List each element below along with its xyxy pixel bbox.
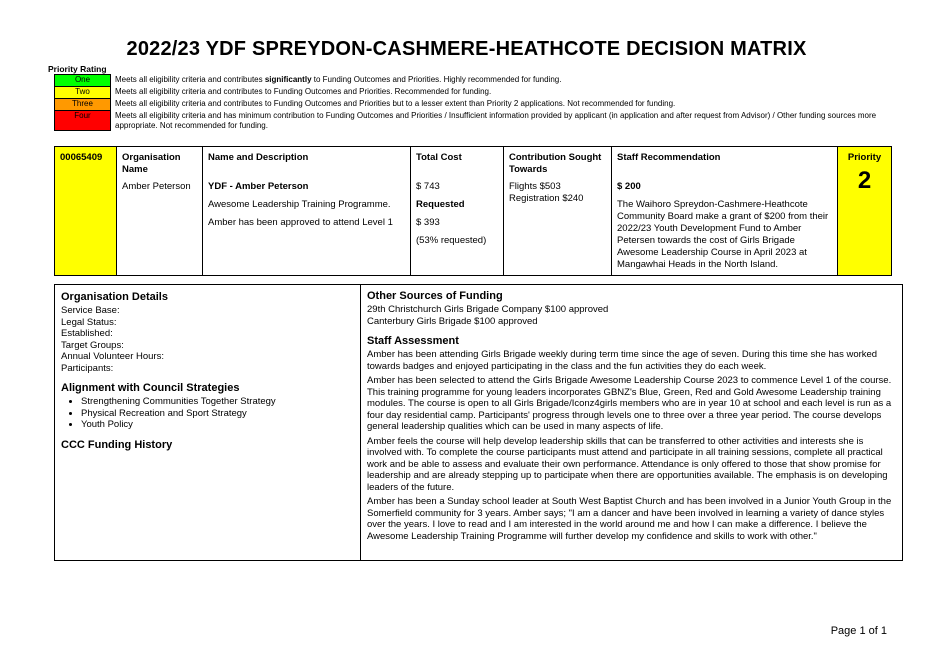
contribution-header: Contribution Sought Towards [509, 152, 602, 175]
priority-swatch-two: Two [55, 87, 111, 99]
other-sources-header: Other Sources of Funding [367, 290, 503, 302]
priority-rating-label: Priority Rating [48, 64, 107, 74]
assessment-paragraph-4: Amber has been a Sunday school leader at South West Baptist Church and has been involved in a Junior Youth Group in the Somerfield community for 3 years. Amber says; "I am a dancer and have been involved in learning a variety of dance styles over the years. I love to read and I am interested in the world around me and how I can make a difference. I believe the Awesome Leadership Training Programme will further develop my confidence and skills to work with other." [367, 496, 892, 542]
total-cost-value: $ 743 [416, 181, 440, 192]
assessment-paragraph-2: Amber has been selected to attend the Girls Brigade Awesome Leadership Course 2023 to commence Level 1 of the course. This training programme for young leaders incorporates GBNZ's Blue, Green, Red and Gold Awesome Leadership training modules. The course is open to all Girls Brigade/Iconz4girls members who are in year 10 at school and each level is run as a four day residential camp. Participants' progress through levels one to three over a three year period. The course develops general leadership qualities which can be used in many aspects of life. [367, 375, 892, 432]
requested-label: Requested [416, 199, 465, 210]
staff-recommendation-header: Staff Recommendation [617, 152, 721, 163]
organisation-cell [117, 147, 203, 275]
target-groups: Target Groups: [61, 339, 124, 351]
priority-swatch-four: Four [55, 111, 111, 131]
priority-level-one [55, 75, 884, 87]
contribution-cell [504, 147, 612, 275]
priority-level-two [55, 87, 884, 99]
priority-cell [838, 147, 891, 275]
volunteer-hours: Annual Volunteer Hours: [61, 351, 164, 362]
assessment-paragraph-3: Amber feels the course will help develop leadership skills that can be transferred to other activities and interests she is involved with. To complete the course participants must attend and participate in all training sessions, complete all practical work and be able to assess and evaluate their own performance. Attendance is only offered to those that show promise for leadership and are already stepping up to participate when there are opportunities available. The emphasis is on developing leaders of the future. [367, 435, 888, 493]
staff-amount: $ 200 [617, 181, 641, 192]
project-desc-1: Awesome Leadership Training Programme. [208, 199, 391, 210]
other-source-2: Canterbury Girls Brigade $100 approved [367, 315, 538, 327]
strategy-item: • Physical Recreation and Sport Strategy [81, 408, 354, 420]
priority-rating-legend [54, 74, 884, 131]
other-source-1: 29th Christchurch Girls Brigade Company $100 approved [367, 304, 609, 315]
requested-percent: (53% requested) [416, 235, 487, 246]
name-description-cell [203, 147, 411, 275]
application-id: 00065409 [60, 152, 103, 163]
organisation-details-header: Organisation Details [61, 291, 168, 303]
strategy-item: • Youth Policy [81, 419, 354, 431]
priority-desc-three: Meets all eligibility criteria and contributes to Funding Outcomes and Priorities but to a lesser extent than Priority 2 applications. Not recommended for funding. [115, 98, 676, 108]
participants: Participants: [61, 362, 114, 374]
legal-status: Legal Status: [61, 316, 117, 328]
priority-desc-four: Meets all eligibility criteria and has minimum contribution to Funding Outcomes and Priorities / Insufficient information provided by applicant (in application and after request from Advisor) / Other funding sources more appropriate. Not recommended for funding. [115, 110, 877, 130]
organisation-details-panel [55, 285, 361, 560]
service-base: Service Base: [61, 305, 120, 316]
project-title: YDF - Amber Peterson [208, 181, 309, 192]
application-row [54, 146, 892, 276]
project-desc-2: Amber has been approved to attend Level 1 [208, 217, 393, 228]
priority-value: 2 [857, 167, 872, 194]
priority-swatch-one: One [55, 75, 111, 87]
priority-header: Priority [847, 152, 882, 163]
priority-level-four [55, 111, 884, 131]
strategy-item: • Strengthening Communities Together Strategy [81, 396, 354, 408]
strategy-list [61, 396, 354, 431]
staff-recommendation-text: The Waihoro Spreydon-Cashmere-Heathcote Community Board make a grant of $200 from their 2022/23 Youth Development Fund to Amber Petersen towards the cost of Girls Brigade Awesome Leadership Course in April 2023 at Mangawhai Heads in the North Island. [617, 199, 829, 270]
details-section [54, 284, 903, 561]
total-cost-header: Total Cost [416, 152, 462, 163]
staff-assessment-header: Staff Assessment [367, 335, 459, 347]
total-cost-cell [411, 147, 504, 275]
staff-recommendation-cell [612, 147, 838, 275]
priority-level-three [55, 99, 884, 111]
funding-assessment-panel [361, 285, 902, 560]
assessment-paragraph-1: Amber has been attending Girls Brigade weekly during term time since the age of seven. During this time she has worked towards badges and enjoyed participating in the class and the fun activities they do each week. [367, 349, 878, 372]
ccc-funding-history-header: CCC Funding History [61, 438, 173, 451]
organisation-header: Organisation Name [122, 152, 181, 175]
established: Established: [61, 328, 113, 339]
page-title: 2022/23 YDF SPREYDON-CASHMERE-HEATHCOTE DECISION MATRIX [126, 38, 807, 60]
organisation-name: Amber Peterson [122, 181, 191, 192]
alignment-header: Alignment with Council Strategies [61, 382, 240, 394]
priority-swatch-three: Three [55, 99, 111, 111]
contribution-item-2: Registration $240 [509, 193, 584, 204]
priority-desc-one: Meets all eligibility criteria and contributes significantly to Funding Outcomes and Priorities. Highly recommended for funding. [115, 74, 562, 84]
contribution-item-1: Flights $503 [509, 181, 561, 192]
requested-value: $ 393 [416, 217, 440, 228]
name-description-header: Name and Description [208, 152, 309, 163]
priority-desc-two: Meets all eligibility criteria and contributes to Funding Outcomes and Priorities. Recommended for funding. [115, 86, 492, 96]
page-number: Page 1 of 1 [830, 625, 887, 637]
application-id-cell [55, 147, 117, 275]
